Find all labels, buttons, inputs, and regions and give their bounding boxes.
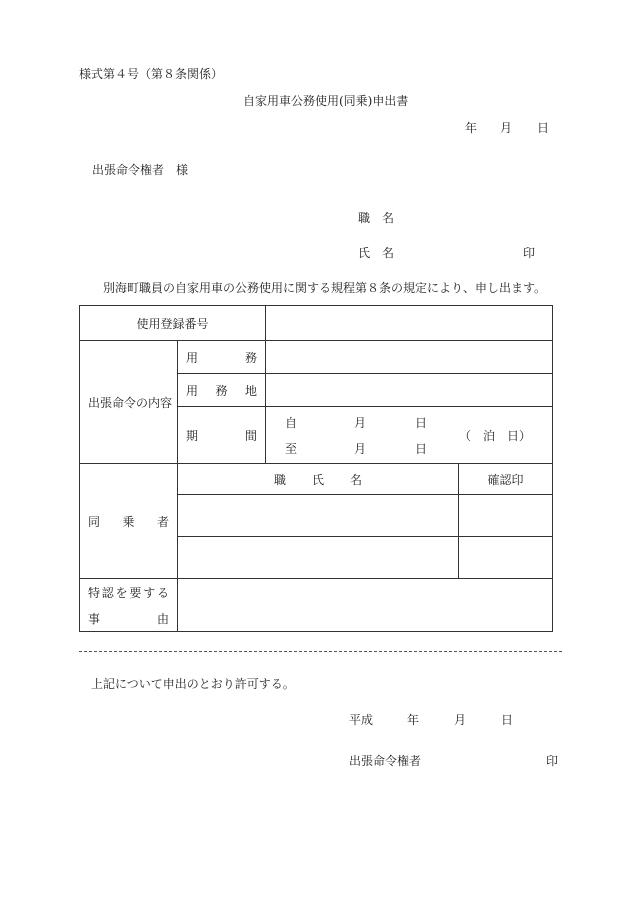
business-label: 用 務 (178, 341, 266, 374)
applicant-seal: 印 (523, 246, 536, 260)
approval-seal: 印 (546, 754, 559, 768)
form-number: 様式第４号（第８条関係） (79, 67, 224, 81)
reg-number-label: 使用登録番号 (80, 306, 266, 341)
passenger-2-seal-field[interactable] (459, 537, 553, 579)
intro-text: 別海町職員の自家用車の公務使用に関する規程第８条の規定により、申し出ます。 (103, 281, 547, 295)
period-from-day: 日 (415, 416, 428, 430)
cut-line (79, 651, 562, 652)
date-day: 日 (537, 121, 550, 135)
name-label: 氏 名 (358, 246, 395, 260)
period-to-prefix: 至 (285, 442, 298, 456)
approval-day: 日 (501, 713, 514, 727)
period-field[interactable] (266, 407, 553, 464)
passenger-name-header: 職 氏 名 (178, 464, 459, 495)
passenger-2-name-field[interactable] (178, 537, 459, 579)
approval-year: 年 (407, 713, 420, 727)
destination-field[interactable] (266, 374, 553, 407)
approval-statement: 上記について申出のとおり許可する。 (91, 677, 295, 691)
period-from-month: 月 (354, 416, 367, 430)
approval-authority: 出張命令権者 (349, 754, 422, 768)
passenger-1-name-field[interactable] (178, 495, 459, 537)
document-title: 自家用車公務使用(同乗)申出書 (243, 94, 409, 108)
destination-label: 用 務 地 (178, 374, 266, 407)
period-to-month: 月 (354, 442, 367, 456)
nights-days: （ 泊 日） (459, 429, 532, 443)
date-month: 月 (500, 121, 513, 135)
trip-order-label: 出張命令の内容 (80, 341, 178, 464)
passenger-1-seal-field[interactable] (459, 495, 553, 537)
special-reason-field[interactable] (178, 579, 553, 632)
period-label: 期 間 (178, 407, 266, 464)
approval-era: 平成 (349, 713, 374, 727)
period-from-prefix: 自 (285, 416, 298, 430)
position-label: 職 名 (358, 211, 395, 225)
reg-number-field[interactable] (266, 306, 553, 341)
passengers-label: 同 乗 者 (80, 464, 178, 579)
period-to-day: 日 (415, 442, 428, 456)
addressee: 出張命令権者 様 (92, 163, 189, 177)
special-reason-label: 特 認 を 要 す る 事 由 (80, 579, 178, 632)
confirm-seal-header: 確認印 (459, 464, 553, 495)
approval-month: 月 (454, 713, 467, 727)
application-form-table (79, 305, 553, 632)
business-field[interactable] (266, 341, 553, 374)
date-year: 年 (465, 121, 478, 135)
